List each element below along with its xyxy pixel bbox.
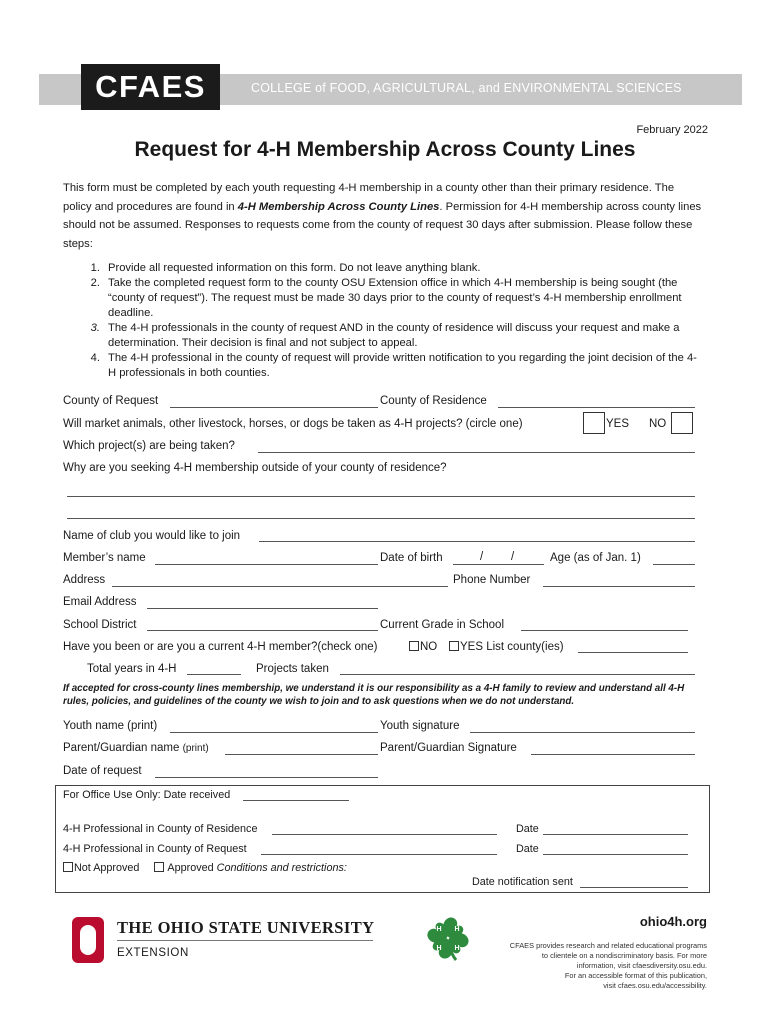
email-label: Email Address bbox=[63, 596, 137, 608]
address-field[interactable] bbox=[112, 586, 448, 587]
pro-residence-label: 4-H Professional in County of Residence bbox=[63, 823, 258, 835]
step-item: 3. The 4-H professionals in the county of request AND in the county of residence will discuss your request and make a determination. Their decision is final and not subject to appeal. bbox=[90, 322, 680, 349]
parent-sig-label: Parent/Guardian Signature bbox=[380, 742, 517, 754]
county-residence-label: County of Residence bbox=[380, 395, 487, 407]
dob-slash-2: / bbox=[511, 551, 515, 563]
clover-letter: H bbox=[436, 945, 442, 952]
email-field[interactable] bbox=[147, 608, 378, 609]
school-label: School District bbox=[63, 619, 137, 631]
grade-label: Current Grade in School bbox=[380, 619, 505, 631]
intro-paragraph: This form must be completed by each youth requesting 4-H membership in a county other than their primary residence. The policy and procedures are found in 4-H Membership Across County Lines. Permission for 4-H membership across county lines should not be assumed. Responses to requests come from the county of request 30 days after submission. Please follow these steps: bbox=[63, 182, 702, 250]
date-label-1: Date bbox=[516, 823, 539, 835]
yes-label: YES bbox=[606, 418, 630, 430]
address-label: Address bbox=[63, 574, 106, 586]
step-item: 2. Take the completed request form to the county OSU Extension office in which 4-H membership is being sought (the “county of request”). The request must be made 30 days prior to the county of request’s 4-H membership enrollment deadline. bbox=[90, 277, 682, 319]
phone-field[interactable] bbox=[543, 586, 695, 587]
extension-label: EXTENSION bbox=[117, 947, 189, 959]
projects-taken-field[interactable] bbox=[340, 674, 695, 675]
yes-checkbox[interactable] bbox=[583, 412, 605, 434]
osu-name: THE OHIO STATE UNIVERSITY bbox=[117, 918, 375, 937]
date-field-1[interactable] bbox=[543, 834, 688, 835]
animals-question: Will market animals, other livestock, horses, or dogs be taken as 4-H projects? (circle one) bbox=[63, 418, 523, 430]
no-checkbox-small[interactable] bbox=[409, 641, 419, 651]
college-name: COLLEGE of FOOD, AGRICULTURAL, and ENVIRONMENTAL SCIENCES bbox=[251, 81, 682, 95]
date-field-2[interactable] bbox=[543, 854, 688, 855]
youth-name-label: Youth name (print) bbox=[63, 720, 158, 732]
cfaes-logo: CFAES bbox=[81, 64, 220, 110]
notification-field[interactable] bbox=[580, 887, 688, 888]
date-request-field[interactable] bbox=[155, 777, 378, 778]
age-field[interactable] bbox=[653, 564, 695, 565]
osu-logo-mark bbox=[72, 917, 104, 963]
why-field-line-1[interactable] bbox=[67, 496, 695, 497]
policy-name: 4-H Membership Across County Lines bbox=[237, 200, 440, 213]
phone-label: Phone Number bbox=[453, 574, 531, 586]
date-received-field[interactable] bbox=[243, 800, 349, 801]
nondiscrimination-statement: CFAES provides research and related educational programs to clientele on a nondiscriminatory basis. For more information, visit cfaesdiversity.osu.edu. For an accessible format of this publication, visit cfaes.osu.edu/accessibility. bbox=[509, 941, 707, 990]
member-name-field[interactable] bbox=[155, 564, 378, 565]
pro-request-field[interactable] bbox=[261, 854, 497, 855]
date-label-2: Date bbox=[516, 843, 539, 855]
no-checkbox[interactable] bbox=[671, 412, 693, 434]
youth-sig-label: Youth signature bbox=[380, 720, 460, 732]
club-field[interactable] bbox=[259, 541, 695, 542]
dob-field[interactable] bbox=[453, 564, 544, 565]
why-label: Why are you seeking 4-H membership outside of your county of residence? bbox=[63, 462, 447, 474]
page-title: Request for 4-H Membership Across County Lines bbox=[134, 138, 636, 161]
no-label: NO bbox=[649, 418, 667, 430]
clover-letter: H bbox=[436, 926, 442, 933]
clover-letter: H bbox=[454, 926, 460, 933]
notification-label: Date notification sent bbox=[472, 876, 573, 888]
not-approved-checkbox[interactable] bbox=[63, 862, 73, 872]
four-h-clover-icon bbox=[424, 914, 472, 962]
yes-checkbox-small[interactable] bbox=[449, 641, 459, 651]
website-link[interactable]: ohio4h.org bbox=[639, 914, 707, 929]
grade-field[interactable] bbox=[521, 630, 688, 631]
school-field[interactable] bbox=[147, 630, 378, 631]
approved-option[interactable]: Approved Conditions and restrictions: bbox=[154, 862, 347, 874]
current-member-label: Have you been or are you a current 4-H member?(check one) bbox=[63, 641, 378, 653]
youth-sig-field[interactable] bbox=[470, 732, 695, 733]
counties-field[interactable] bbox=[578, 652, 688, 653]
total-years-field[interactable] bbox=[187, 674, 241, 675]
date-request-label: Date of request bbox=[63, 765, 142, 777]
age-label: Age (as of Jan. 1) bbox=[550, 552, 641, 564]
form-date: February 2022 bbox=[636, 124, 708, 136]
pro-request-label: 4-H Professional in County of Request bbox=[63, 843, 247, 855]
dob-label: Date of birth bbox=[380, 552, 443, 564]
county-residence-field[interactable] bbox=[498, 407, 695, 408]
why-field-line-2[interactable] bbox=[67, 518, 695, 519]
parent-name-label: Parent/Guardian name (print) bbox=[63, 742, 209, 754]
current-member-yes[interactable]: YES List county(ies) bbox=[449, 641, 564, 653]
current-member-no[interactable]: NO bbox=[409, 641, 437, 653]
club-label: Name of club you would like to join bbox=[63, 530, 241, 542]
projects-field[interactable] bbox=[258, 452, 695, 453]
total-years-label: Total years in 4-H bbox=[87, 663, 177, 675]
membership-notice: If accepted for cross-county lines membership, we understand it is our responsibility as a 4-H family to review and understand all 4-H rules, policies, and guidelines of the county we wish to join and to ask questions when we do not understand. bbox=[63, 683, 685, 707]
county-request-label: County of Request bbox=[63, 395, 159, 407]
parent-sig-field[interactable] bbox=[531, 754, 695, 755]
step-item: 4. The 4-H professional in the county of request will provide written notification to you regarding the joint decision of the 4-H professionals in both counties. bbox=[90, 352, 697, 379]
not-approved-option[interactable]: Not Approved bbox=[63, 862, 139, 874]
dob-slash-1: / bbox=[480, 551, 484, 563]
steps-list bbox=[63, 261, 703, 381]
projects-label: Which project(s) are being taken? bbox=[63, 440, 235, 452]
approved-checkbox[interactable] bbox=[154, 862, 164, 872]
pro-residence-field[interactable] bbox=[272, 834, 497, 835]
county-request-field[interactable] bbox=[170, 407, 378, 408]
parent-name-field[interactable] bbox=[225, 754, 378, 755]
divider bbox=[117, 940, 373, 941]
projects-taken-label: Projects taken bbox=[256, 663, 329, 675]
youth-name-field[interactable] bbox=[170, 732, 378, 733]
step-item: 1. Provide all requested information on this form. Do not leave anything blank. bbox=[90, 262, 481, 274]
member-name-label: Member’s name bbox=[63, 552, 146, 564]
date-received-label: For Office Use Only: Date received bbox=[63, 789, 231, 801]
clover-letter: H bbox=[454, 945, 460, 952]
office-use-box bbox=[55, 785, 710, 893]
